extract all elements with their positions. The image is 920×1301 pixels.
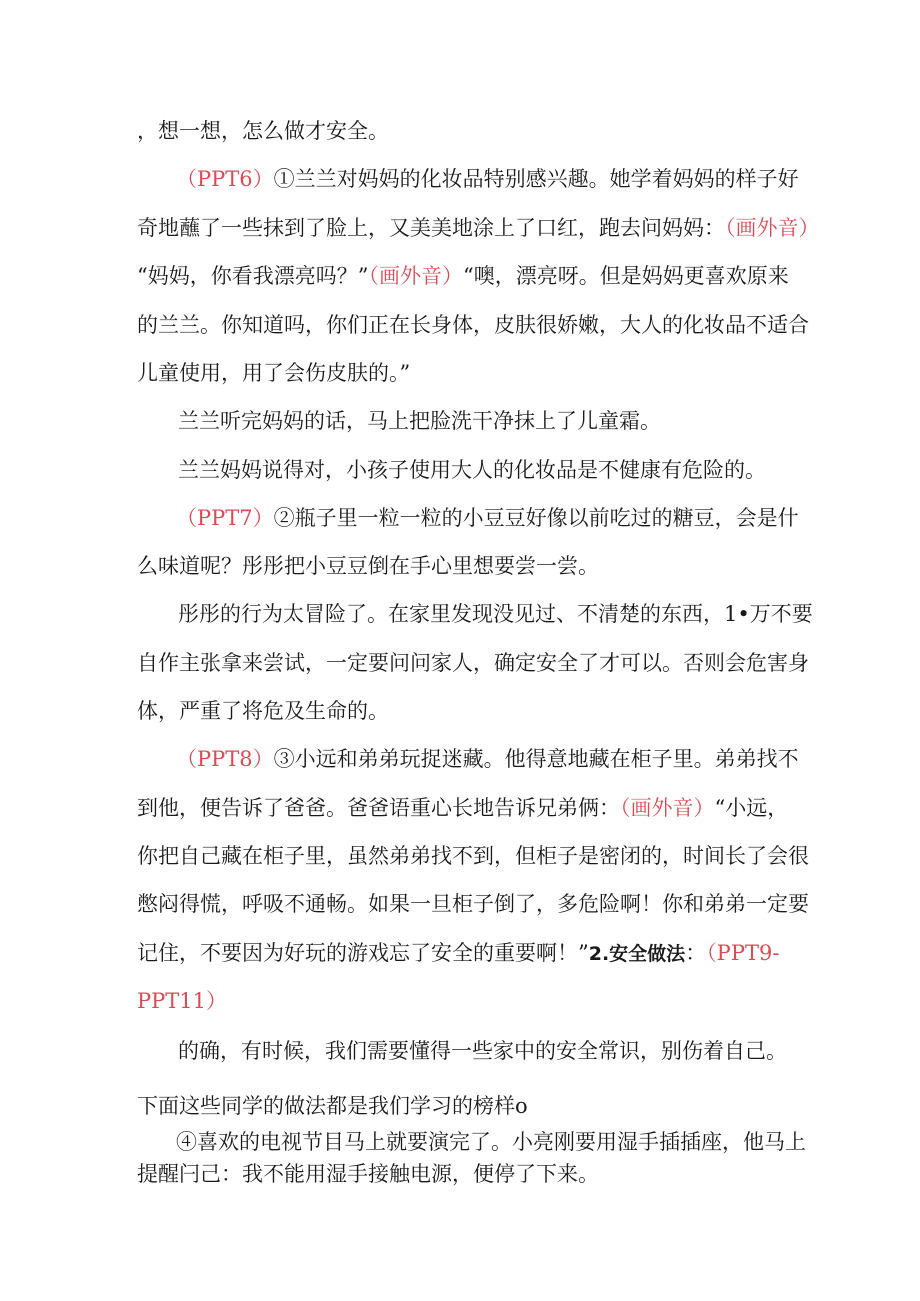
text-line: 儿童使用，用了会伤皮肤的。” (137, 361, 411, 385)
text-line: 提醒闩己：我不能用湿手接触电源，便停了下来。 (137, 1162, 599, 1186)
text-line: 体，严重了将危及生命的。 (137, 699, 389, 723)
text-line: 彤彤的行为太冒险了。在家里发现没见过、不清楚的东西，1•万不要 (178, 602, 813, 626)
text-line: 的兰兰。你知道吗，你们正在长身体，皮肤很娇嫩，大人的化妆品不适合 (137, 313, 809, 337)
text-line: （PPT7）②瓶子里一粒一粒的小豆豆好像以前吃过的糖豆，会是什 (176, 506, 799, 530)
text-line: 奇地蘸了一些抹到了脸上，又美美地涂上了口红，跑去问妈妈：（画外音） (137, 216, 820, 240)
voiceover-annotation: （画外音） (620, 796, 715, 820)
text-line: 兰兰妈妈说得对，小孩子使用大人的化妆品是不健康有危险的。 (178, 458, 766, 482)
text-line: 到他，便告诉了爸爸。爸爸语重心长地告诉兄弟俩：（画外音）“小远， (137, 796, 789, 820)
ppt-annotation: （PPT7） (176, 506, 274, 530)
text-line: 憋闷得慌，呼吸不通畅。如果一旦柜子倒了，多危险啊！你和弟弟一定要 (137, 892, 809, 916)
voiceover-annotation: （画外音） (725, 216, 820, 240)
text-line: 下面这些同学的做法都是我们学习的榜样o (137, 1094, 528, 1118)
text-line: （PPT8）③小远和弟弟玩捉迷藏。他得意地藏在柜子里。弟弟找不 (176, 747, 799, 771)
text-line: 你把自己藏在柜子里，虽然弟弟找不到，但柜子是密闭的，时间长了会很 (137, 844, 809, 868)
ppt-annotation: （PPT6） (176, 167, 274, 191)
text-line: 兰兰听完妈妈的话，马上把脸洗干净抹上了儿童霜。 (178, 409, 661, 433)
text-line: 的确，有时候，我们需要懂得一些家中的安全常识，别伤着自己。 (178, 1039, 787, 1063)
ppt-annotation: （PPT9- (706, 941, 780, 965)
text-line (0, 986, 920, 1016)
text-line: ④喜欢的电视节目马上就要演完了。小亮刚要用湿手插插座，他马上 (176, 1130, 806, 1154)
text-line: 自作主张拿来尝试，一定要问问家人，确定安全了才可以。否则会危害身 (137, 651, 809, 675)
text-line: 么味道呢？彤彤把小豆豆倒在手心里想要尝一尝。 (137, 554, 599, 578)
ppt-annotation: PPT11） (137, 989, 227, 1013)
section-heading: 2.安全做法 (588, 943, 686, 965)
text-line: “妈妈，你看我漂亮吗？”（画外音）“噢，漂亮呀。但是妈妈更喜欢原来 (137, 264, 789, 288)
text-line: 记住，不要因为好玩的游戏忘了安全的重要啊！”2.安全做法：（PPT9- (137, 941, 780, 965)
text-line: （PPT6）①兰兰对妈妈的化妆品特别感兴趣。她学着妈妈的样子好 (176, 167, 799, 191)
ppt-annotation: （PPT8） (176, 747, 274, 771)
voiceover-annotation: （画外音） (368, 264, 463, 288)
text-line: ，想一想，怎么做才安全。 (137, 119, 389, 143)
